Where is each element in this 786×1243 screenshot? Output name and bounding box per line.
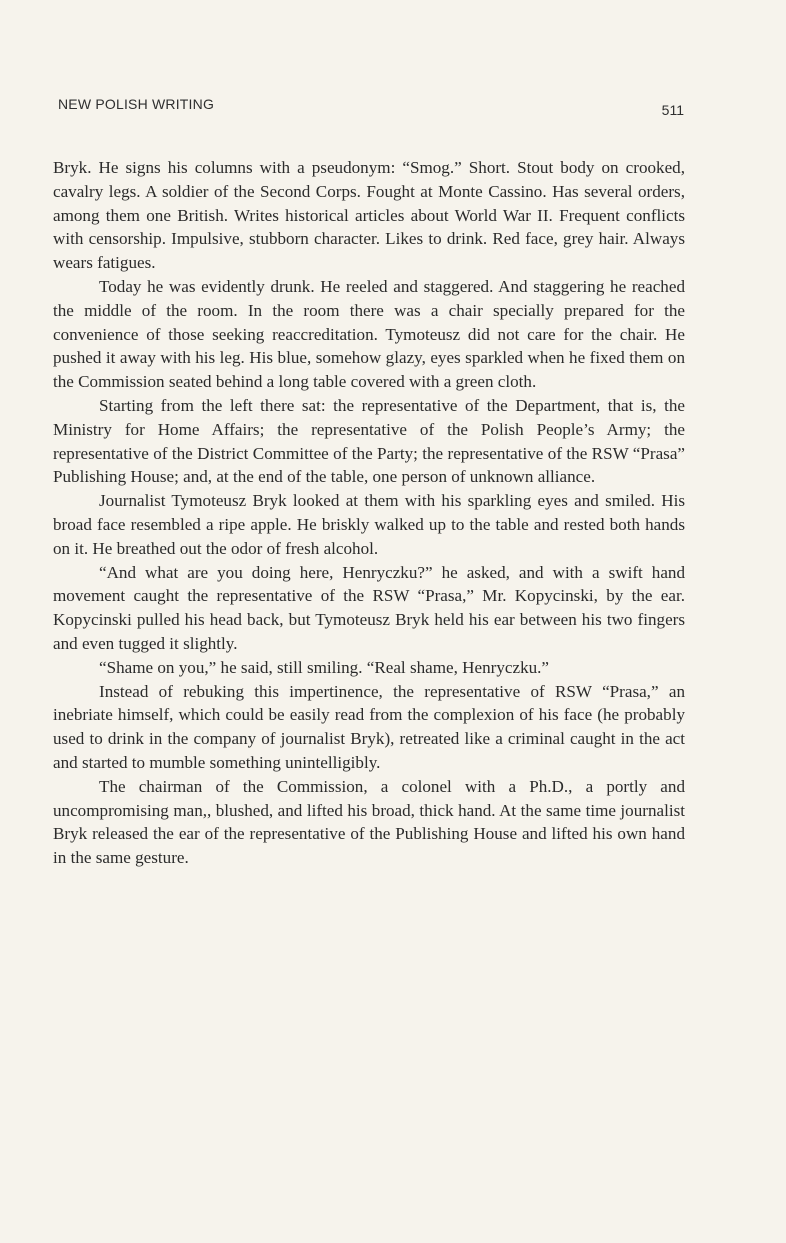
paragraph-3: Starting from the left there sat: the representative of the Department, that is, the Ministry for Home Affairs; the representative of the Polish People’s Army; the representative of the District Committee of the Party; the representative of the RSW “Prasa” Publishing House; and, at the end of the table, one person of unknown alliance. — [53, 395, 685, 487]
paragraph-2: Today he was evidently drunk. He reeled and staggered. And staggering he reached the middle of the room. In the room there was a chair specially prepared for the convenience of those seeking reaccreditation. Tymoteusz did not care for the chair. He pushed it away with his leg. His blue, somehow glazy, eyes sparkled when he fixed them on the Commission seated behind a long table covered with a green cloth. — [53, 276, 685, 392]
paragraph-8: The chairman of the Commission, a colonel with a Ph.D., a portly and uncompromising man,, blushed, and lifted his broad, thick hand. At the same time journalist Bryk released the ear of the representative of the Publishing House and lifted his own hand in the same gesture. — [53, 776, 685, 868]
paragraph-4: Journalist Tymoteusz Bryk looked at them with his sparkling eyes and smiled. His broad face resembled a ripe apple. He briskly walked up to the table and rested both hands on it. He breathed out the odor of fresh alcohol. — [53, 491, 685, 558]
paragraph-7: Instead of rebuking this impertinence, the representative of RSW “Prasa,” an inebriate himself, which could be easily read from the complexion of his face (he probably used to drink in the company of journalist Bryk), retreated like a criminal caught in the act and started to mumble something unintelligibly. — [53, 681, 685, 772]
page-number: 511 — [661, 102, 684, 118]
running-head: NEW POLISH WRITING — [58, 96, 215, 112]
body-text — [53, 156, 685, 870]
paragraph-5: “And what are you doing here, Henryczku?” he asked, and with a swift hand movement caught the representative of the RSW “Prasa,” Mr. Kopycinski, by the ear. Kopycinski pulled his head back, but Tymoteusz Bryk held his ear between his two fingers and even tugged it slightly. — [53, 562, 685, 653]
paragraph-6: “Shame on you,” he said, still smiling. “Real shame, Henryczku.” — [99, 657, 550, 677]
paragraph-1: Bryk. He signs his columns with a pseudonym: “Smog.” Short. Stout body on crooked, cavalry legs. A soldier of the Second Corps. Fought at Monte Cassino. Has several orders, among them one British. Writes historical articles about World War II. Frequent conflicts with censorship. Impulsive, stubborn character. Likes to drink. Red face, grey hair. Always wears fatigues. — [53, 158, 685, 273]
